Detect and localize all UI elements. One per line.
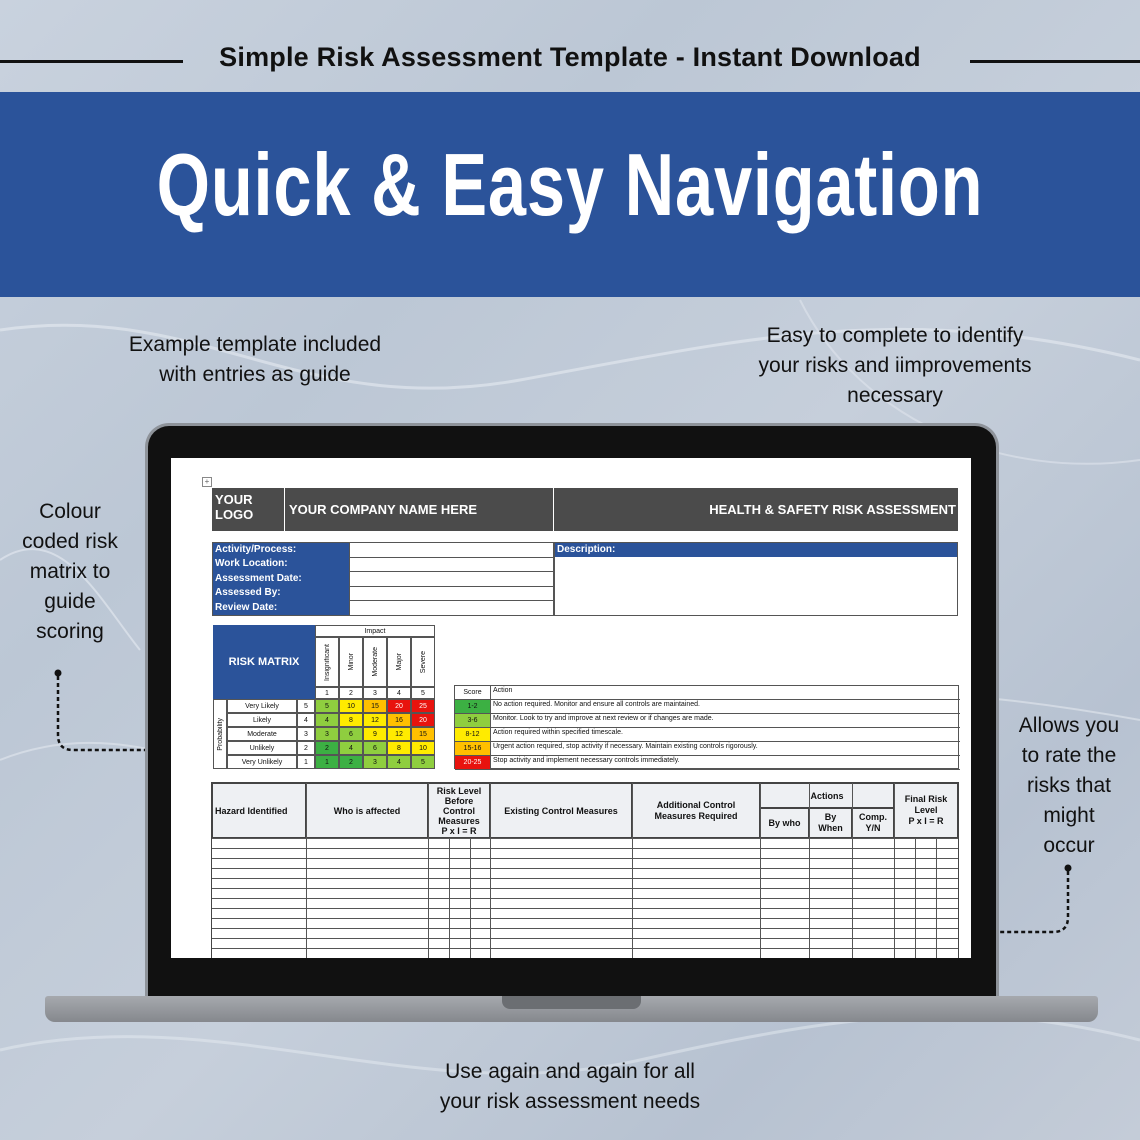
caption-colour-line: matrix to: [29, 560, 111, 583]
field-label: Activity/Process:: [215, 544, 297, 555]
caption-allows-line: Allows you: [1018, 714, 1120, 737]
risk-assessment-sheet: [171, 458, 971, 958]
field-label: Assessed By:: [215, 587, 281, 599]
matrix-score-cell: 4: [387, 755, 411, 769]
col-by-when: [809, 808, 852, 838]
score-key-action: No action required. Monitor and ensure all controls are maintained.: [493, 701, 701, 708]
key-divider: [490, 686, 491, 768]
table-row-line: [212, 948, 958, 949]
field-divider: [349, 543, 350, 615]
score-key-row: [455, 714, 960, 728]
table-row[interactable]: [212, 859, 958, 868]
caption-allows-line: might: [1043, 804, 1095, 827]
impact-number: 3: [363, 687, 387, 699]
probability-level: Very Unlikely: [227, 755, 297, 769]
matrix-score-cell: 15: [363, 699, 387, 713]
probability-level: Unlikely: [227, 741, 297, 755]
matrix-score-cell: 8: [387, 741, 411, 755]
arrow-left-dot: [55, 670, 62, 677]
impact-number: 5: [411, 687, 435, 699]
caption-colour-line: coded risk: [22, 530, 118, 553]
field-divider: [349, 600, 553, 601]
impact-number: 1: [315, 687, 339, 699]
caption-allows-line: occur: [1043, 834, 1095, 857]
top-title: Simple Risk Assessment Template - Instant Download: [219, 42, 921, 72]
field-divider: [349, 557, 553, 558]
caption-colour-line: guide: [44, 590, 96, 613]
table-row[interactable]: [212, 879, 958, 888]
logo-placeholder: [212, 488, 284, 531]
impact-level: [387, 637, 411, 687]
logo-line: YOUR: [215, 492, 253, 507]
col-risk-before: [428, 783, 490, 838]
banner-title: Quick & Easy Navigation: [156, 135, 984, 234]
caption-allows-line: risks that: [1026, 774, 1112, 797]
col-risk-before-line: Before: [444, 795, 474, 806]
matrix-score-cell: 20: [387, 699, 411, 713]
matrix-score-cell: 25: [411, 699, 435, 713]
table-row[interactable]: [212, 869, 958, 878]
probability-number: 3: [297, 727, 315, 741]
score-key-action: Action required within specified timescale.: [493, 729, 623, 736]
impact-level: [315, 637, 339, 687]
matrix-score-cell: 6: [363, 741, 387, 755]
impact-level-text: Severe: [419, 650, 427, 674]
move-handle-icon[interactable]: +: [202, 477, 212, 487]
matrix-score-cell: 12: [387, 727, 411, 741]
impact-label: Impact: [315, 625, 435, 637]
col-final-risk-line: Level: [914, 805, 938, 815]
table-row[interactable]: [212, 939, 958, 948]
score-key-row: [455, 728, 960, 742]
probability-number: 1: [297, 755, 315, 769]
col-additional-line: Additional Control: [656, 799, 736, 810]
probability-number: 4: [297, 713, 315, 727]
caption-easy-line: necessary: [847, 384, 943, 407]
matrix-score-cell: 8: [339, 713, 363, 727]
col-additional: [632, 783, 760, 838]
score-key-row: [455, 742, 960, 756]
col-comp-line: Comp.: [859, 812, 887, 822]
caption-example-line: Example template included: [128, 333, 382, 356]
col-additional-line: Measures Required: [654, 810, 738, 821]
col-final-risk: [894, 783, 958, 838]
score-key-action: Stop activity and implement necessary controls immediately.: [493, 757, 680, 764]
caption-easy-line: your risks and iimprovements: [758, 354, 1032, 377]
arrow-right-dot: [1065, 865, 1072, 872]
matrix-score-cell: 10: [339, 699, 363, 713]
score-key-score: 20-25: [455, 756, 490, 769]
probability-number: 5: [297, 699, 315, 713]
matrix-score-cell: 2: [315, 741, 339, 755]
matrix-score-cell: 2: [339, 755, 363, 769]
caption-colour-line: scoring: [36, 620, 104, 643]
col-by-when-line: By: [824, 812, 837, 822]
col-comp: [852, 808, 894, 838]
field-label: Assessment Date:: [215, 572, 302, 584]
score-key-action: Urgent action required, stop activity if necessary. Maintain existing controls rigorously.: [493, 743, 758, 750]
table-row[interactable]: [212, 839, 958, 848]
laptop-screen: [171, 458, 971, 958]
matrix-score-cell: 3: [363, 755, 387, 769]
score-key: [454, 685, 959, 769]
matrix-score-cell: 15: [411, 727, 435, 741]
matrix-score-cell: 16: [387, 713, 411, 727]
company-name: YOUR COMPANY NAME HERE: [285, 488, 553, 531]
table-row[interactable]: [212, 929, 958, 938]
col-risk-before-line: Risk Level: [436, 785, 482, 796]
score-key-score: 15-16: [455, 742, 490, 755]
risk-matrix-title: RISK MATRIX: [213, 625, 315, 699]
matrix-score-cell: 12: [363, 713, 387, 727]
table-row[interactable]: [212, 849, 958, 858]
col-by-who: By who: [760, 808, 809, 838]
col-existing: Existing Control Measures: [490, 783, 632, 838]
matrix-score-cell: 6: [339, 727, 363, 741]
probability-number: 2: [297, 741, 315, 755]
probability-label: [213, 699, 227, 769]
col-risk-before-line: Measures: [438, 815, 480, 826]
field-label: Work Location:: [215, 558, 288, 570]
impact-number: 2: [339, 687, 363, 699]
score-key-action: Monitor. Look to try and improve at next review or if changes are made.: [493, 715, 714, 722]
table-row[interactable]: [212, 919, 958, 928]
col-by-when-line: When: [818, 823, 843, 833]
probability-level: Likely: [227, 713, 297, 727]
document-title: HEALTH & SAFETY RISK ASSESSMENT: [554, 488, 958, 531]
score-key-score: 8-12: [455, 728, 490, 741]
table-row[interactable]: [212, 899, 958, 908]
matrix-score-cell: 1: [315, 755, 339, 769]
matrix-score-cell: 5: [315, 699, 339, 713]
laptop-notch: [502, 996, 641, 1009]
field-divider: [349, 586, 553, 587]
impact-level-text: Moderate: [371, 647, 379, 677]
col-final-risk-line: Final Risk: [904, 794, 948, 804]
matrix-score-cell: 5: [411, 755, 435, 769]
score-key-score: 1-2: [455, 700, 490, 713]
col-who: Who is affected: [306, 783, 428, 838]
caption-allows-line: to rate the: [1021, 744, 1117, 767]
matrix-score-cell: 3: [315, 727, 339, 741]
caption-colour-line: Colour: [39, 500, 101, 523]
matrix-score-cell: 10: [411, 741, 435, 755]
probability-label-text: Probability: [216, 717, 224, 751]
col-actions: Actions: [760, 783, 894, 808]
col-hazard: Hazard Identified: [212, 783, 306, 838]
col-comp-line: Y/N: [865, 823, 881, 833]
impact-level-text: Minor: [347, 653, 355, 671]
score-key-row: [455, 756, 960, 770]
caption-reuse-line: Use again and again for all: [445, 1060, 695, 1083]
matrix-score-cell: 4: [315, 713, 339, 727]
caption-reuse-line: your risk assessment needs: [439, 1090, 701, 1113]
description-label: Description:: [555, 543, 957, 557]
caption-easy-line: Easy to complete to identify: [766, 324, 1024, 347]
impact-level: [363, 637, 387, 687]
details-block: [212, 542, 554, 616]
col-risk-before-line: Control: [443, 805, 475, 816]
score-key-row: [455, 700, 960, 714]
field-divider: [349, 571, 553, 572]
probability-level: Moderate: [227, 727, 297, 741]
field-label: Review Date:: [215, 601, 278, 613]
field-labels: [213, 543, 349, 615]
impact-level: [411, 637, 435, 687]
hazard-table: [211, 782, 959, 958]
score-header: Score: [463, 689, 482, 696]
matrix-score-cell: 20: [411, 713, 435, 727]
description-field[interactable]: [554, 542, 958, 616]
probability-level: Very Likely: [227, 699, 297, 713]
logo-line: LOGO: [215, 507, 254, 522]
impact-level: [339, 637, 363, 687]
col-final-risk-line: P x I = R: [908, 816, 944, 826]
matrix-score-cell: 9: [363, 727, 387, 741]
table-row[interactable]: [212, 909, 958, 918]
score-key-header: [455, 686, 960, 700]
caption-example-line: with entries as guide: [159, 363, 351, 386]
action-header: Action: [493, 687, 513, 694]
col-risk-before-line: P x I = R: [441, 825, 477, 836]
score-key-score: 3-6: [455, 714, 490, 727]
impact-number: 4: [387, 687, 411, 699]
matrix-score-cell: 4: [339, 741, 363, 755]
table-row[interactable]: [212, 889, 958, 898]
impact-level-text: Insignificant: [323, 643, 331, 681]
impact-level-text: Major: [395, 653, 403, 671]
